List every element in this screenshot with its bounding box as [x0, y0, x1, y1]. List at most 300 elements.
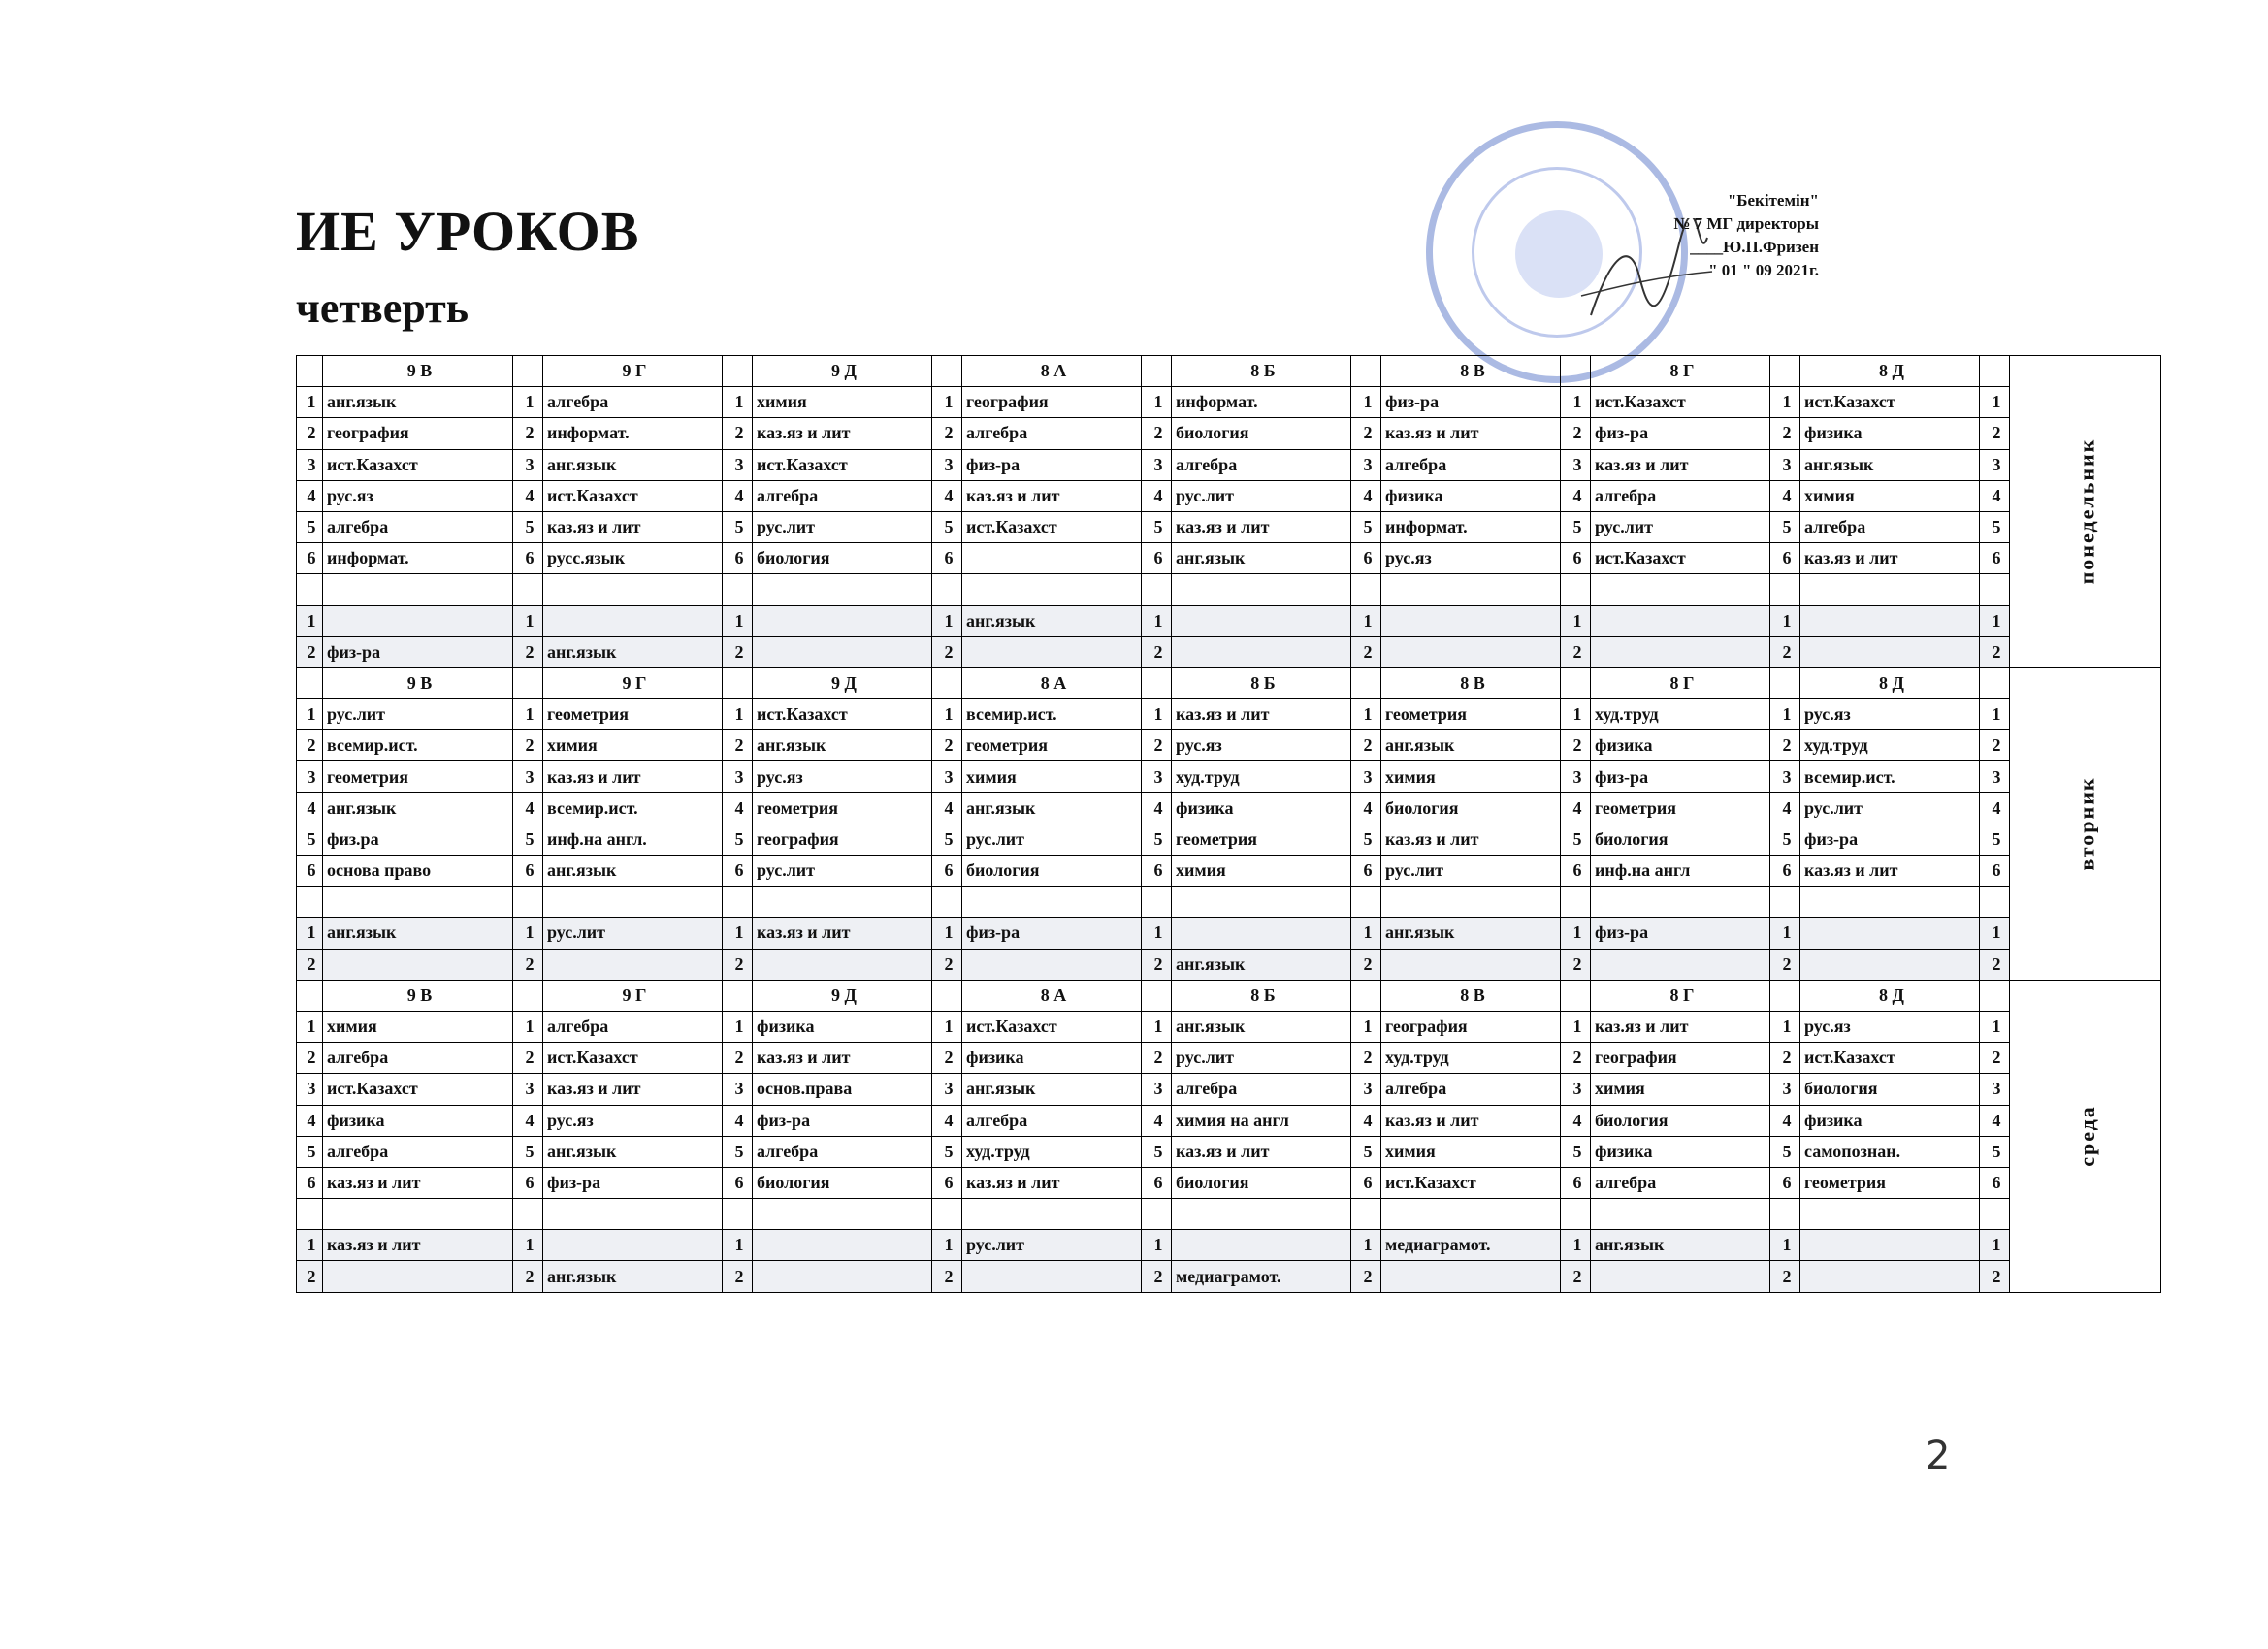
subject-cell: геометрия: [962, 730, 1142, 761]
subject-cell: физика: [1381, 480, 1561, 511]
lesson-number: 5: [1142, 511, 1172, 542]
lesson-number: 4: [297, 792, 323, 824]
subject-cell: худ.труд: [962, 1136, 1142, 1167]
subject-cell: алгебра: [323, 1136, 513, 1167]
subject-cell: информат.: [1381, 511, 1561, 542]
subject-cell: [962, 543, 1142, 574]
subject-cell: алгебра: [1172, 1074, 1351, 1105]
subject-cell: [1800, 636, 1980, 667]
lesson-number: 1: [1142, 699, 1172, 730]
lesson-number: 5: [1142, 1136, 1172, 1167]
subject-cell: информат.: [1172, 387, 1351, 418]
subject-cell: география: [323, 418, 513, 449]
lesson-number: 2: [1561, 1043, 1591, 1074]
lesson-row: [297, 1230, 2161, 1261]
empty-cell: [543, 1199, 723, 1230]
day-label: среда: [2074, 1105, 2099, 1167]
lesson-row: [297, 1074, 2161, 1105]
subject-cell: каз.яз и лит: [543, 761, 723, 792]
header-spacer: [513, 356, 543, 387]
subject-cell: [1381, 636, 1561, 667]
subject-cell: рус.лит: [1172, 480, 1351, 511]
subject-cell: ист.Казахст: [323, 449, 513, 480]
lesson-number: 4: [1980, 1105, 2010, 1136]
lesson-number: 4: [1142, 792, 1172, 824]
lesson-number: 5: [723, 824, 753, 855]
lesson-number: 2: [297, 1043, 323, 1074]
empty-cell: [723, 574, 753, 605]
subject-cell: каз.яз и лит: [1591, 449, 1770, 480]
lesson-number: 1: [1351, 387, 1381, 418]
subject-cell: русс.язык: [543, 543, 723, 574]
empty-cell: [1980, 887, 2010, 918]
empty-cell: [1172, 1199, 1351, 1230]
lesson-number: 4: [932, 792, 962, 824]
lesson-number: 1: [1770, 699, 1800, 730]
separator-row: [297, 887, 2161, 918]
lesson-number: 2: [1561, 1261, 1591, 1292]
lesson-number: 1: [1142, 387, 1172, 418]
lesson-number: 1: [513, 699, 543, 730]
subject-cell: анг.язык: [1381, 918, 1561, 949]
empty-cell: [323, 1199, 513, 1230]
lesson-number: 2: [723, 636, 753, 667]
lesson-number: 5: [932, 511, 962, 542]
subject-cell: физика: [1591, 730, 1770, 761]
empty-cell: [297, 1199, 323, 1230]
lesson-number: 3: [1980, 1074, 2010, 1105]
lesson-number: 2: [932, 1043, 962, 1074]
class-header: 8 Б: [1172, 667, 1351, 698]
subject-cell: рус.яз: [1381, 543, 1561, 574]
lesson-number: 2: [513, 1261, 543, 1292]
subject-cell: всемир.ист.: [323, 730, 513, 761]
subject-cell: биология: [753, 543, 932, 574]
approval-block: [1649, 189, 1819, 282]
subject-cell: алгебра: [753, 1136, 932, 1167]
lesson-number: 6: [723, 1167, 753, 1198]
subject-cell: химия на англ: [1172, 1105, 1351, 1136]
subject-cell: биология: [1172, 1167, 1351, 1198]
subject-cell: каз.яз и лит: [962, 1167, 1142, 1198]
lesson-number: 6: [1770, 856, 1800, 887]
subject-cell: анг.язык: [1591, 1230, 1770, 1261]
subject-cell: химия: [962, 761, 1142, 792]
class-header: 8 Д: [1800, 667, 1980, 698]
class-header: 8 Г: [1591, 980, 1770, 1011]
lesson-number: 1: [1980, 605, 2010, 636]
lesson-number: 5: [1561, 1136, 1591, 1167]
subject-cell: худ.труд: [1381, 1043, 1561, 1074]
subject-cell: геометрия: [1800, 1167, 1980, 1198]
subject-cell: алгебра: [543, 387, 723, 418]
empty-cell: [513, 887, 543, 918]
subject-cell: инф.на англ: [1591, 856, 1770, 887]
lesson-number: 1: [1351, 1011, 1381, 1042]
empty-cell: [1591, 887, 1770, 918]
lesson-number: 2: [723, 949, 753, 980]
lesson-number: 4: [723, 480, 753, 511]
lesson-number: 2: [1980, 1261, 2010, 1292]
subject-cell: ист.Казахст: [962, 511, 1142, 542]
lesson-number: 3: [1770, 1074, 1800, 1105]
lesson-number: 5: [513, 511, 543, 542]
subject-cell: каз.яз и лит: [1591, 1011, 1770, 1042]
lesson-number: 3: [297, 761, 323, 792]
lesson-number: 1: [1351, 699, 1381, 730]
empty-cell: [753, 1199, 932, 1230]
lesson-number: 1: [932, 387, 962, 418]
subject-cell: самопознан.: [1800, 1136, 1980, 1167]
lesson-number: 6: [297, 1167, 323, 1198]
subject-cell: ист.Казахст: [962, 1011, 1142, 1042]
lesson-number: 3: [1561, 761, 1591, 792]
class-header: 9 В: [323, 980, 513, 1011]
class-header: 9 В: [323, 667, 513, 698]
lesson-number: 2: [1142, 636, 1172, 667]
subject-cell: [1800, 1261, 1980, 1292]
subject-cell: ист.Казахст: [543, 1043, 723, 1074]
lesson-number: 1: [723, 605, 753, 636]
class-header: 9 Д: [753, 980, 932, 1011]
class-header-row: [297, 667, 2161, 698]
lesson-number: 5: [513, 824, 543, 855]
lesson-number: 2: [1770, 636, 1800, 667]
lesson-number: 3: [1770, 761, 1800, 792]
subject-cell: каз.яз и лит: [753, 418, 932, 449]
empty-cell: [1980, 1199, 2010, 1230]
subject-cell: алгебра: [962, 1105, 1142, 1136]
lesson-number: 1: [1980, 1230, 2010, 1261]
empty-cell: [932, 887, 962, 918]
header-spacer: [1142, 980, 1172, 1011]
subject-cell: ист.Казахст: [753, 449, 932, 480]
subject-cell: всемир.ист.: [962, 699, 1142, 730]
page-subtitle: четверть: [296, 284, 470, 332]
subject-cell: рус.яз: [1172, 730, 1351, 761]
header-spacer: [1561, 980, 1591, 1011]
lesson-number: 4: [1561, 792, 1591, 824]
class-header: 8 Д: [1800, 980, 1980, 1011]
lesson-number: 5: [1980, 1136, 2010, 1167]
subject-cell: [323, 1261, 513, 1292]
subject-cell: рус.яз: [323, 480, 513, 511]
class-header: 8 В: [1381, 356, 1561, 387]
lesson-number: 5: [1980, 511, 2010, 542]
header-spacer: [297, 667, 323, 698]
lesson-number: 2: [1351, 636, 1381, 667]
lesson-number: 3: [723, 1074, 753, 1105]
subject-cell: ист.Казахст: [1381, 1167, 1561, 1198]
lesson-number: 1: [1770, 605, 1800, 636]
empty-cell: [1561, 887, 1591, 918]
subject-cell: геометрия: [323, 761, 513, 792]
lesson-number: 2: [1980, 636, 2010, 667]
lesson-number: 2: [297, 949, 323, 980]
lesson-number: 4: [932, 1105, 962, 1136]
subject-cell: физ-ра: [962, 449, 1142, 480]
subject-cell: информат.: [543, 418, 723, 449]
class-header: 8 А: [962, 667, 1142, 698]
empty-cell: [1351, 1199, 1381, 1230]
subject-cell: анг.язык: [1172, 949, 1351, 980]
subject-cell: алгебра: [323, 1043, 513, 1074]
subject-cell: алгебра: [753, 480, 932, 511]
empty-cell: [723, 887, 753, 918]
lesson-number: 5: [297, 1136, 323, 1167]
lesson-number: 2: [1561, 949, 1591, 980]
subject-cell: анг.язык: [323, 918, 513, 949]
subject-cell: информат.: [323, 543, 513, 574]
lesson-row: [297, 1105, 2161, 1136]
lesson-number: 1: [1980, 1011, 2010, 1042]
subject-cell: биология: [753, 1167, 932, 1198]
class-header: 8 А: [962, 980, 1142, 1011]
lesson-row: [297, 792, 2161, 824]
lesson-number: 4: [723, 792, 753, 824]
lesson-number: 2: [297, 730, 323, 761]
lesson-number: 2: [1142, 949, 1172, 980]
subject-cell: каз.яз и лит: [962, 480, 1142, 511]
empty-cell: [1561, 574, 1591, 605]
lesson-number: 5: [1770, 824, 1800, 855]
class-header: 8 Б: [1172, 980, 1351, 1011]
lesson-number: 1: [1980, 918, 2010, 949]
lesson-number: 1: [1561, 1230, 1591, 1261]
lesson-row: [297, 543, 2161, 574]
subject-cell: каз.яз и лит: [753, 918, 932, 949]
lesson-number: 6: [1351, 1167, 1381, 1198]
lesson-number: 3: [1351, 1074, 1381, 1105]
empty-cell: [753, 887, 932, 918]
subject-cell: [1800, 1230, 1980, 1261]
subject-cell: [323, 949, 513, 980]
subject-cell: всемир.ист.: [543, 792, 723, 824]
lesson-number: 1: [723, 699, 753, 730]
lesson-number: 1: [1351, 1230, 1381, 1261]
empty-cell: [1142, 574, 1172, 605]
subject-cell: рус.яз: [753, 761, 932, 792]
subject-cell: всемир.ист.: [1800, 761, 1980, 792]
subject-cell: рус.лит: [543, 918, 723, 949]
subject-cell: физ-ра: [753, 1105, 932, 1136]
subject-cell: химия: [1381, 761, 1561, 792]
lesson-number: 1: [297, 1230, 323, 1261]
lesson-number: 1: [1561, 387, 1591, 418]
lesson-number: 5: [1980, 824, 2010, 855]
lesson-number: 6: [723, 856, 753, 887]
lesson-number: 3: [723, 449, 753, 480]
class-header: 9 Г: [543, 980, 723, 1011]
lesson-number: 6: [1980, 543, 2010, 574]
lesson-number: 3: [1142, 449, 1172, 480]
page-number: 2: [1926, 1434, 1951, 1478]
lesson-number: 2: [1142, 1261, 1172, 1292]
lesson-number: 1: [932, 699, 962, 730]
subject-cell: [1172, 1230, 1351, 1261]
lesson-number: 5: [513, 1136, 543, 1167]
subject-cell: рус.лит: [962, 824, 1142, 855]
lesson-row: [297, 1167, 2161, 1198]
subject-cell: [1172, 605, 1351, 636]
lesson-number: 1: [1561, 1011, 1591, 1042]
subject-cell: анг.язык: [323, 792, 513, 824]
lesson-number: 4: [513, 1105, 543, 1136]
lesson-number: 4: [1351, 480, 1381, 511]
lesson-row: [297, 761, 2161, 792]
empty-cell: [543, 887, 723, 918]
lesson-number: 2: [1351, 1261, 1381, 1292]
subject-cell: [1800, 949, 1980, 980]
subject-cell: физ-ра: [1800, 824, 1980, 855]
lesson-number: 1: [1142, 605, 1172, 636]
subject-cell: биология: [1381, 792, 1561, 824]
lesson-number: 2: [513, 949, 543, 980]
subject-cell: [1381, 1261, 1561, 1292]
lesson-row: [297, 730, 2161, 761]
subject-cell: анг.язык: [1172, 1011, 1351, 1042]
lesson-number: 4: [1142, 480, 1172, 511]
subject-cell: физика: [1172, 792, 1351, 824]
subject-cell: [1172, 918, 1351, 949]
subject-cell: анг.язык: [962, 605, 1142, 636]
subject-cell: анг.язык: [543, 1136, 723, 1167]
empty-cell: [1381, 887, 1561, 918]
lesson-number: 2: [1980, 949, 2010, 980]
subject-cell: биология: [1172, 418, 1351, 449]
subject-cell: [753, 1230, 932, 1261]
lesson-number: 6: [1980, 856, 2010, 887]
header-spacer: [1980, 667, 2010, 698]
subject-cell: география: [1381, 1011, 1561, 1042]
lesson-number: 1: [1980, 699, 2010, 730]
empty-cell: [1591, 1199, 1770, 1230]
header-spacer: [723, 356, 753, 387]
lesson-number: 2: [1770, 1261, 1800, 1292]
empty-cell: [1172, 574, 1351, 605]
lesson-number: 3: [513, 449, 543, 480]
lesson-number: 1: [297, 699, 323, 730]
lesson-number: 3: [932, 761, 962, 792]
empty-cell: [1591, 574, 1770, 605]
lesson-number: 1: [1770, 1011, 1800, 1042]
lesson-number: 6: [513, 1167, 543, 1198]
class-header-row: [297, 980, 2161, 1011]
lesson-number: 2: [1351, 418, 1381, 449]
lesson-number: 2: [1980, 730, 2010, 761]
lesson-number: 1: [1770, 387, 1800, 418]
lesson-number: 2: [1561, 418, 1591, 449]
subject-cell: основ.права: [753, 1074, 932, 1105]
empty-cell: [1142, 1199, 1172, 1230]
subject-cell: анг.язык: [1172, 543, 1351, 574]
lesson-number: 1: [1770, 1230, 1800, 1261]
subject-cell: [1800, 605, 1980, 636]
lesson-number: 2: [1770, 1043, 1800, 1074]
lesson-row: [297, 699, 2161, 730]
subject-cell: алгебра: [1591, 480, 1770, 511]
class-header: 9 В: [323, 356, 513, 387]
lesson-number: 1: [1142, 918, 1172, 949]
header-spacer: [1561, 667, 1591, 698]
header-spacer: [723, 980, 753, 1011]
empty-cell: [962, 887, 1142, 918]
lesson-number: 6: [1142, 543, 1172, 574]
subject-cell: физика: [1800, 1105, 1980, 1136]
header-spacer: [1142, 667, 1172, 698]
class-header: 8 Г: [1591, 667, 1770, 698]
lesson-number: 2: [513, 418, 543, 449]
subject-cell: география: [1591, 1043, 1770, 1074]
empty-cell: [323, 887, 513, 918]
lesson-number: 2: [513, 636, 543, 667]
empty-cell: [932, 574, 962, 605]
subject-cell: алгебра: [323, 511, 513, 542]
empty-cell: [543, 574, 723, 605]
subject-cell: физ.ра: [323, 824, 513, 855]
lesson-number: 3: [1561, 449, 1591, 480]
lesson-number: 3: [932, 449, 962, 480]
lesson-number: 4: [1561, 480, 1591, 511]
lesson-number: 2: [1980, 418, 2010, 449]
lesson-number: 2: [723, 1043, 753, 1074]
empty-cell: [962, 574, 1142, 605]
subject-cell: физ-ра: [962, 918, 1142, 949]
lesson-number: 1: [297, 387, 323, 418]
lesson-number: 5: [1351, 824, 1381, 855]
subject-cell: каз.яз и лит: [1172, 1136, 1351, 1167]
subject-cell: физика: [962, 1043, 1142, 1074]
empty-cell: [297, 887, 323, 918]
lesson-row: [297, 824, 2161, 855]
lesson-number: 1: [932, 918, 962, 949]
page-title: ИЕ УРОКОВ: [296, 200, 640, 263]
empty-cell: [1381, 574, 1561, 605]
empty-cell: [1800, 1199, 1980, 1230]
approval-line-3: ____Ю.П.Фризен: [1690, 238, 1819, 256]
subject-cell: [753, 1261, 932, 1292]
lesson-number: 6: [513, 543, 543, 574]
lesson-number: 5: [297, 511, 323, 542]
lesson-row: [297, 1043, 2161, 1074]
lesson-number: 6: [1142, 1167, 1172, 1198]
subject-cell: анг.язык: [543, 856, 723, 887]
header-spacer: [1142, 356, 1172, 387]
lesson-number: 2: [932, 730, 962, 761]
lesson-number: 6: [1980, 1167, 2010, 1198]
lesson-number: 4: [513, 480, 543, 511]
subject-cell: химия: [1172, 856, 1351, 887]
day-label: вторник: [2074, 776, 2099, 871]
lesson-number: 1: [513, 1230, 543, 1261]
lesson-number: 2: [723, 1261, 753, 1292]
subject-cell: [753, 636, 932, 667]
lesson-number: 2: [932, 636, 962, 667]
subject-cell: [962, 949, 1142, 980]
subject-cell: физ-ра: [543, 1167, 723, 1198]
class-header: 8 Г: [1591, 356, 1770, 387]
day-label-cell: [2010, 980, 2161, 1292]
lesson-row: [297, 480, 2161, 511]
subject-cell: рус.лит: [1381, 856, 1561, 887]
lesson-number: 1: [1351, 605, 1381, 636]
subject-cell: анг.язык: [962, 1074, 1142, 1105]
subject-cell: каз.яз и лит: [323, 1230, 513, 1261]
subject-cell: анг.язык: [543, 1261, 723, 1292]
approval-line-1: "Бекітемін": [1727, 191, 1819, 210]
lesson-number: 4: [1561, 1105, 1591, 1136]
empty-cell: [1770, 1199, 1800, 1230]
